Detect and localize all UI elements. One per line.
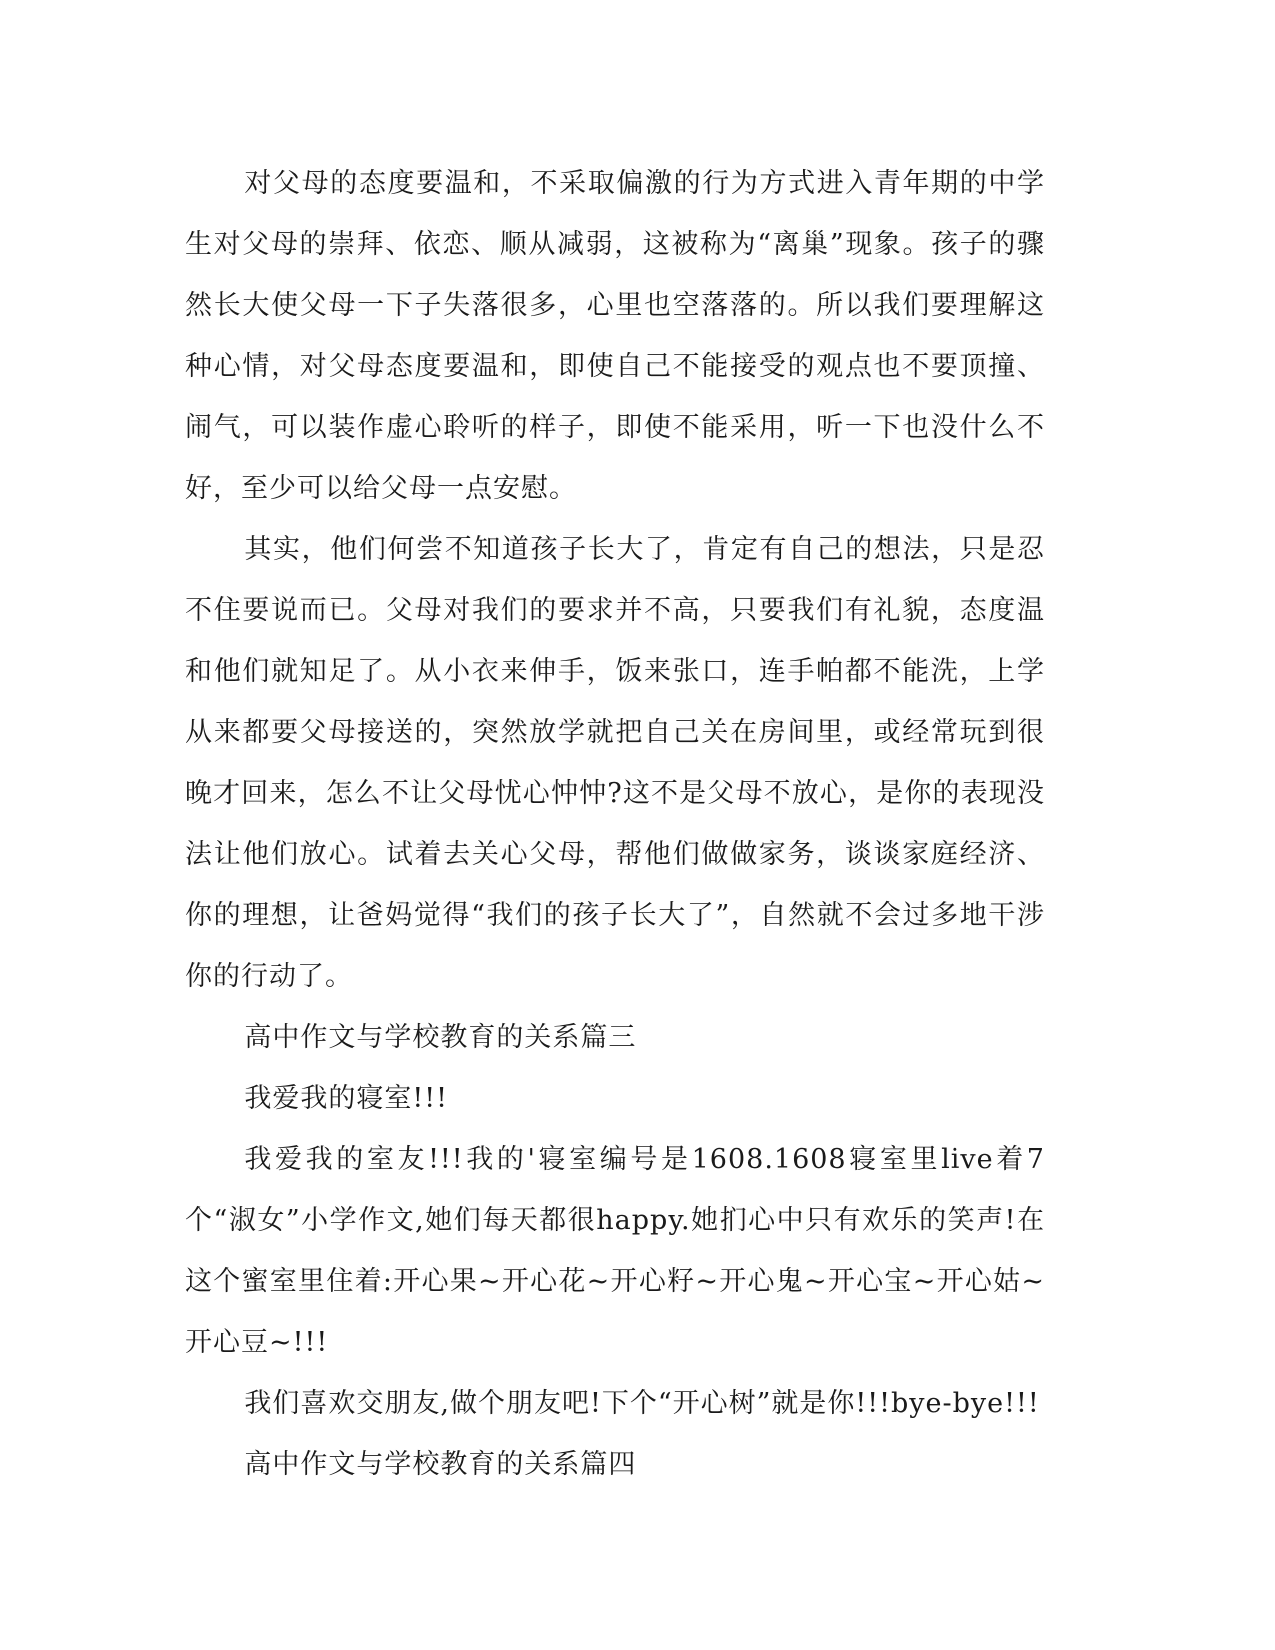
friends-line: 我们喜欢交朋友,做个朋友吧!下个“开心树”就是你!!!bye-bye!!! bbox=[244, 1388, 1040, 1419]
paragraph-dorm: 我爱我的室友!!!我的'寝室编号是1608.1608寝室里live着7个“淑女”小学作文,她们每天都很happy.她扪心中只有欢乐的笑声!在这个蜜室里住着:开心果~开心花~开心籽~开心鬼~开心宝~开心姑~开心豆~!!! bbox=[185, 1144, 1045, 1358]
section-heading-three: 高中作文与学校教育的关系篇三 bbox=[244, 1022, 637, 1053]
section-heading-four: 高中作文与学校教育的关系篇四 bbox=[244, 1449, 637, 1480]
dorm-title: 我爱我的寝室!!! bbox=[244, 1083, 448, 1114]
paragraph-parents-attitude: 对父母的态度要温和，不采取偏激的行为方式进入青年期的中学生对父母的崇拜、依恋、顺从减弱，这被称为“离巢”现象。孩子的骤然长大使父母一下子失落很多，心里也空落落的。所以我们要理解这种心情，对父母态度要温和，即使自己不能接受的观点也不要顶撞、闹气，可以装作虚心聆听的样子，即使不能采用，听一下也没什么不好，至少可以给父母一点安慰。 bbox=[185, 168, 1045, 504]
paragraph-parents-worry: 其实，他们何尝不知道孩子长大了，肯定有自己的想法，只是忍不住要说而已。父母对我们的要求并不高，只要我们有礼貌，态度温和他们就知足了。从小衣来伸手，饭来张口，连手帕都不能洗，上学从来都要父母接送的，突然放学就把自己关在房间里，或经常玩到很晚才回来，怎么不让父母忧心忡忡?这不是父母不放心，是你的表现没法让他们放心。试着去关心父母，帮他们做做家务，谈谈家庭经济、你的理想，让爸妈觉得“我们的孩子长大了”，自然就不会过多地干涉你的行动了。 bbox=[185, 534, 1045, 992]
